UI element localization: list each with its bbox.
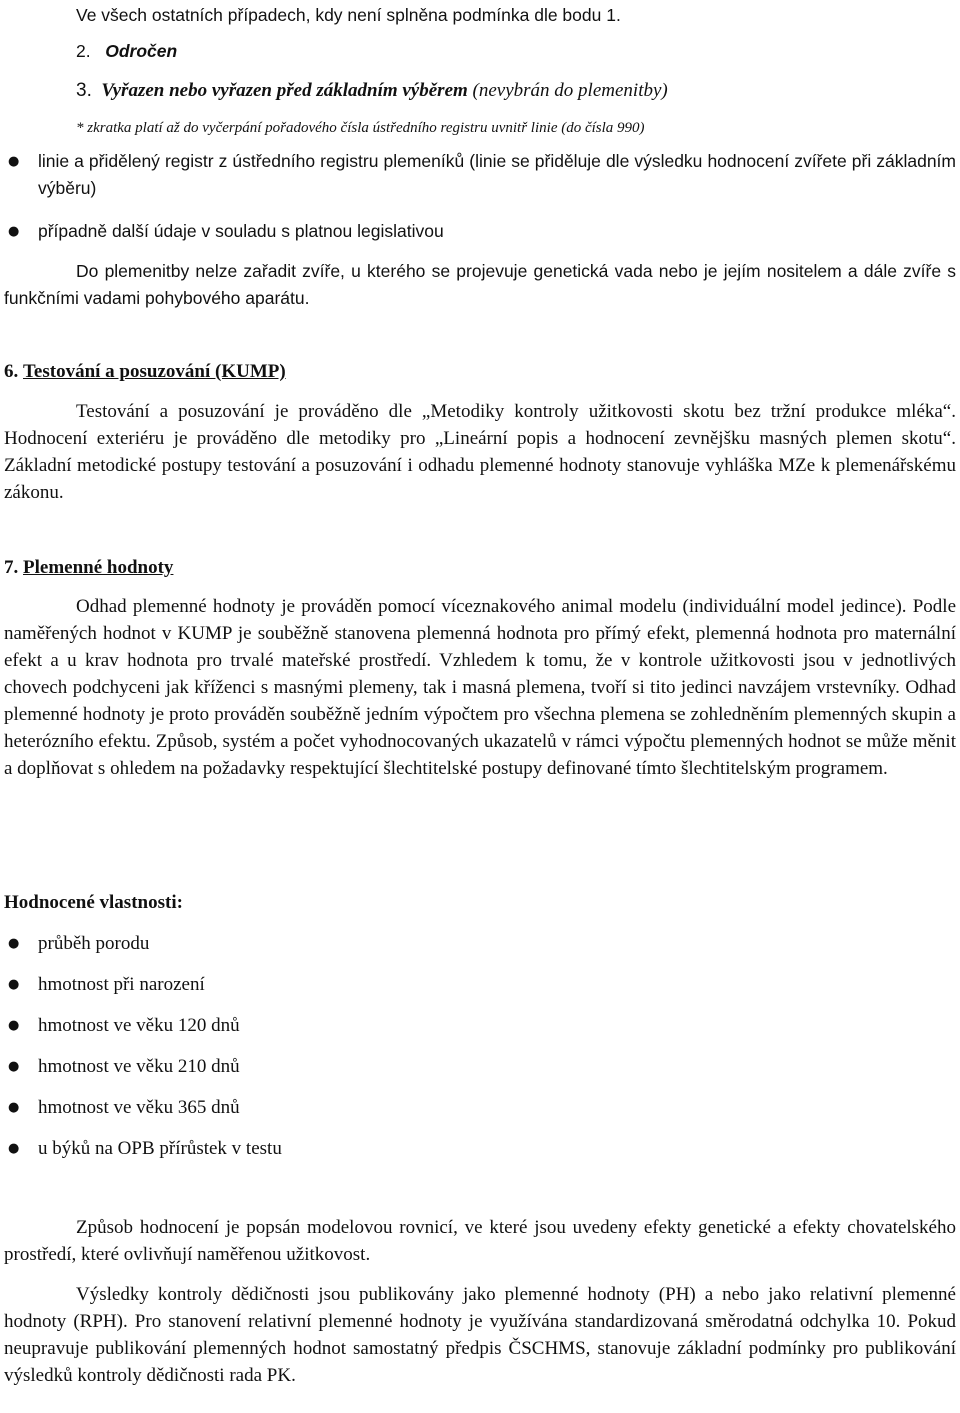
bullet-icon: ● [8, 1018, 20, 1033]
trait-item: u býků na OPB přírůstek v testu [38, 1138, 282, 1159]
results-paragraph-a: Výsledky kontroly dědičnosti jsou publikovány jako plemenné hodnoty (PH) a nebo jako relativní plemenné hodnoty (RPH). [4, 1284, 956, 1332]
section-6-paragraph-a: Testování a posuzování je prováděno dle „Metodiky kontroly užitkovosti skotu bez tržní produkce mléka“. [76, 401, 956, 422]
section-7-paragraph [4, 593, 956, 782]
section-7-title: Plemenné hodnoty [23, 557, 174, 578]
numbered-item-2-number: 2. [76, 41, 91, 61]
bullet-icon: ● [8, 1100, 20, 1115]
bullet-icon: ● [8, 977, 20, 992]
section-6-heading [4, 358, 904, 385]
footnote: * zkratka platí až do vyčerpání pořadového čísla ústředního registru uvnitř linie (do čísla 990) [76, 120, 645, 136]
section-6-paragraph [4, 398, 956, 506]
bullet-icon: ● [8, 936, 20, 951]
numbered-item-2 [76, 38, 946, 65]
exclusion-paragraph: Do plemenitby nelze zařadit zvíře, u kterého se projevuje genetická vada nebo je jejím nositelem a dále zvíře s funkčními vadami pohybového aparátu. [4, 261, 956, 308]
results-paragraph-c: Pokud neupravuje publikování plemenných hodnot samostatný předpis ČSCHMS, stanovuje základní podmínky pro publikování výsledků kontroly dědičnosti rada PK. [4, 1311, 957, 1386]
trait-item: hmotnost ve věku 210 dnů [38, 1056, 240, 1077]
intro-line: Ve všech ostatních případech, kdy není splněna podmínka dle bodu 1. [76, 5, 621, 25]
numbered-item-2-text: Odročen [105, 41, 178, 61]
bullet-item-line-registry: linie a přidělený registr z ústředního registru plemeníků (linie se přiděluje dle výsledku hodnocení zvířete při základním výběru) [38, 151, 956, 198]
section-7-heading [4, 554, 904, 581]
bullet-icon: ● [8, 1059, 20, 1074]
section-7-paragraph-b: Podle naměřených hodnot v KUMP je souběžně stanovena plemenná hodnota pro přímý efekt, plemenná hodnota pro maternální efekt a u krav hodnota pro trvalé mateřské prostředí. Vzhledem k tomu, že v kontrole užitkovosti jsou v jednotlivých chovech podchyceni jak kříženci s masnými plemeny, tak i masná plemena, tvoří si tito jedinci navzájem vrstevníky. Odhad plemenné hodnoty je proto prováděn souběžně jedním výpočtem pro všechna plemena se zohledněním plemenných skupin a heterózního efektu. Způsob, systém a počet vyhodnocovaných ukazatelů v rámci výpočtu plemenných hodnot se může měnit a doplňovat s ohledem na požadavky respektující šlechtitelské postupy definované tímto šlechtitelským programem. [4, 596, 957, 779]
bullet-icon: ● [8, 154, 20, 169]
section-6-paragraph-c: Základní metodické postupy testování a posuzování i odhadu plemenné hodnoty stanovuje vyhláška MZe k plemenářskému zákonu. [4, 455, 956, 503]
results-paragraph-b: Pro stanovení relativní plemenné hodnoty je využívána standardizovaná směrodatná odchylka 10. [134, 1311, 901, 1332]
traits-heading: Hodnocené vlastnosti: [4, 892, 183, 913]
section-6-paragraph-b: Hodnocení exteriéru je prováděno dle metodiky pro „Lineární popis a hodnocení zevnějšku masných plemen skotu“. [4, 428, 956, 449]
section-7-paragraph-a: Odhad plemenné hodnoty je prováděn pomocí víceznakového animal modelu (individuální model jedince). [76, 596, 907, 617]
numbered-item-3-number: 3. [76, 80, 92, 101]
bullet-item-other-data: případně další údaje v souladu s platnou legislativou [38, 221, 444, 241]
numbered-item-3 [76, 77, 956, 104]
trait-item: hmotnost ve věku 120 dnů [38, 1015, 240, 1036]
bullet-icon: ● [8, 224, 20, 239]
numbered-item-3-suffix: (nevybrán do plemenitby) [472, 80, 668, 101]
section-7-number: 7. [4, 557, 19, 578]
trait-item: hmotnost ve věku 365 dnů [38, 1097, 240, 1118]
trait-item: průběh porodu [38, 933, 150, 954]
section-6-number: 6. [4, 361, 19, 382]
results-paragraph [4, 1281, 956, 1389]
trait-item: hmotnost při narození [38, 974, 205, 995]
method-paragraph: Způsob hodnocení je popsán modelovou rovnicí, ve které jsou uvedeny efekty genetické a efekty chovatelského prostředí, které ovlivňují naměřenou užitkovost. [4, 1217, 956, 1265]
bullet-icon: ● [8, 1141, 20, 1156]
section-6-title: Testování a posuzování (KUMP) [23, 361, 286, 382]
numbered-item-3-title: Vyřazen nebo vyřazen před základním výběrem [101, 80, 468, 101]
